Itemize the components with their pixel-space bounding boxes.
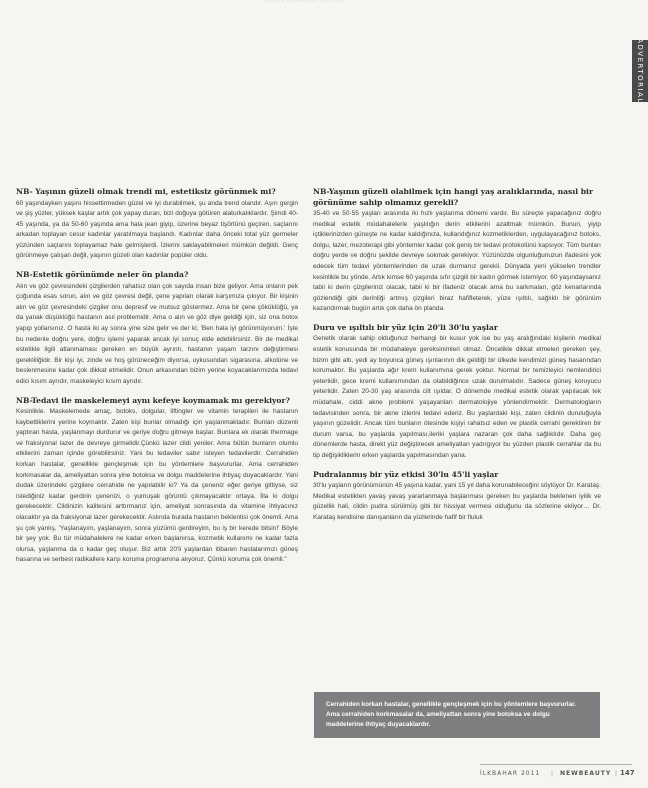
pull-quote-box (314, 692, 600, 738)
top-decoration: ~~~~~ ~~~~~~~~ ~~~~~~ (265, 0, 345, 5)
footer-separator: | (551, 770, 555, 777)
footer-magazine-name: NEWBEAUTY (560, 770, 612, 777)
article-section (16, 396, 298, 566)
article-section (16, 187, 298, 262)
section-heading: NB-Tedavi ile maskelemeyi aynı kefeye koymamak mı gerekiyor? (16, 395, 290, 405)
section-body: Alın ve göz çevresindeki çizgilerden rahatsız olan çok sayıda insan bize geliyor. Ama onların pek çoğunda esas sorun, alın ve göz çevresi değil, çene yapıları olarak karşımıza çıkıyor. Bir kişinin alın ve göz çevresindeki çizgiler onu depresif ve mutsuz göstermez. Ama bir çene çöküklüğü, ya da yanak düşüklüğü hastanın asıl problemidir. Ama o alın ve göz diye geldiği için, siz ona botox yapıp yollarsınız. O hasta iki ay sonra yine size gelir ve der ki; 'Ben hala iyi görünmüyorum.' İşte bu nedenle doğru yere, doğru işlemi yaparak ancak iyi sonuç elde edebilirsiniz. Bir de medikal estetikle ilgili atlanmaması gereken en büyük ayrıntı, hastanın yaşam tarzını değiştirmesi gerekliliğidir. Bir kişi iyi, zinde ve hoş görüneceğim diyorsa, uykusundan sigarasına, alkolüne ve beslenmesine kadar çok dikkat etmelidir. Onun arkasından bizim yerine koyacaklarımızda tedavi edici kısım ayrıdır, maskeleyici kısım ayrıdır. (16, 282, 298, 385)
section-heading: NB-Yaşının güzeli olabilmek için hangi yaş aralıklarında, nasıl bir görünüme sahip olmamız gerekli? (313, 187, 593, 207)
section-heading: Pudralanmış bir yüz etkisi 30'lu 45'li yaşlar (313, 469, 499, 479)
article-section (16, 270, 298, 387)
right-column (313, 187, 601, 523)
footer-divider (480, 764, 632, 765)
section-heading: Duru ve ışıltılı bir yüz için 20'li 30'lu yaşlar (313, 322, 498, 332)
pull-quote-text: Cerrahiden korkan hastalar, genellikle gençleşmek için bu yöntemlere başvururlar. Ama cerrahiden korkmasalar da, ameliyattan sonra yine botoksa ve dolgu maddelerine ihtiyaç duyacaklardır. (326, 701, 577, 728)
section-body: 35-40 ve 50-55 yaşları arasında iki hızlı yaşlanma dönemi vardır. Bu süreçte yapacağınız doğru medikal estetik müdahalelerle yaşlılığın derin etkilerini azaltmak mümkün. Bunun, yiyip içtiklerinizden güneşte ne kadar kaldığınıza, kullandığınız kozmetiklerden, uygulayacağınız botoks, dolgu, lazer, mezoterapi gibi yöntemler kadar çok geniş bir tedavi protokolünü kapsıyor. Tüm bunları doğru yerde ve doğru şekilde devreye sokmak gerekiyor. Yüzünüzde olgunluğunuzun ifadesini yok edecek tüm tedavi yöntemlerinden de uzak durmanız gerekli. Dünyada yeni yükselen trendler kesinlikle bu yönde. Artık kimse 60 yaşında sıfır çizgili bir kadın görmek istemiyor. 60 yaşındaysanız tabii ki derin çizgileriniz olacak, tabii ki bir ifadeniz olacak ama bu sarkmaları, göz kenarlarında gözlendiği gibi derinliği artmış çizgileri biraz hafifleterek, yüze ışıltılı, sağlıklı bir görünüm kazandırmak bugün artık çok daha ön planda. (313, 210, 601, 313)
article-section (313, 470, 601, 524)
section-heading: NB-Estetik görünümde neler ön planda? (16, 270, 189, 280)
footer-issue: İLKBAHAR 2011 (480, 770, 541, 777)
section-body: 60 yaşındayken yaşını hissettirmeden güzel ve iyi durabilmek, şu anda trend olandır. Aşırı gergin ve şiş yüzler, yüksek kaşlar artık çok yapay duran, bizi doğuya götüren alaturkalıklardır. Şimdi 40-45 yaşında, ya da 50-60 yaşında ama hala jean giyip, üzerine beyaz tişörtünü geçiren, saçlarını arkadan toplayan cesur kadınlar yaratılmaya başlandı. Kadınlar daha önceki total yüz germeler yüzünden saçlarını toplayamaz hale gelmişlerdi. İzlerini saklayabilmeleri mümkün değildi. Genç görünmeye çalışan değil, yaşının güzeli olan kadınlar popüler oldu. (16, 199, 298, 260)
section-body: Genetik olarak sahip olduğunuz herhangi bir kusur yok ise bu yaş aralığındaki kişilerin medikal estetik konusunda bir müdahaleye gereksinimleri olmaz. Öncelikle dikkat etmeleri gereken şey, bizim gibi altı, yedi ay boyunca güneş ışınlarının dik geldiği bir ülkede kendimizi güneş hasarından korumaktır. Bu yaşlarda ağır krem kullanımına gerek yoktur. Normal bir temizleyici nemlendirici yeterlidir, gece kremi kullanımından da olabildiğince uzak durulmalıdır. Sadece güneş koruyucu yeterlidir. Zaten 20-30 yaş arasında cilt ışıldar. O dönemde medikal estetik olarak yapılacak tek müdahale, ciddi akne problemi yaşayanları dermatolojiye yönlendirmektir. Dermatologların tedavisinden sonra, bir akne izlerini tedavi ederiz. Bu yaşlardaki kişi, zaten cildinin duruluğuyla yaşının güzelidir. Ancak tüm bunların ötesinde kişiyi rahatsız eden ve plastik cerrahi gerektiren bir durum varsa, bu yaşlarda yapılması,ileriki yaşlara nazaran çok daha sağlıklıdır. Daha geç dönemlerde hasta, direkt yüz değiştirecek ameliyatları yadırgıyor bu yüzden plastik cerrahlar da bu tip değişikliklerin erken yaşlarda yapılmasından yana. (313, 335, 601, 459)
section-body: 30'lu yaşların görünümünün 45 yaşına kadar, yani 15 yıl daha korunabileceğini söylüyor Dr. Karataş. Medikal estetikten yavaş yavaş yararlanmaya başlanması gereken bu yaşlarda beklenen iyilik ve güzellik hali, cildin pudra sürülmüş gibi bir hissiyat vermesi olduğunu da sözlerine ekliyor… Dr. Karataş kendisine danışanların da yüzlerinde hafif bir fluluk (313, 482, 601, 521)
footer-separator: | (615, 770, 619, 777)
advertorial-label: ADVERTORIAL (636, 38, 644, 104)
page-number: 147 (620, 769, 635, 777)
section-body: Kesinlikle. Maskelemede amaç, botoks, dolgular, liftingler ve vitamin terapileri ile hastanın kaybettiklerini yerine koymaktır. Zaten kişi bunlar olmadığı için yaşlanmaktadır. Bunları düzenli yaptıran hasta, yaşlanmayı durdurur ve geriye doğru gitmeye başlar. Bunlara ek olarak thermage ve fraksiyonal lazer de devreye girmelidir.Çünkü lazer cildi yeniler. Ama bütün bunların olumlu etkilerini zaman içinde görebilirsiniz. Yani bu tedaviler sabır isteyen tedavilerdir. Cerrahiden korkan hastalar, genellikle gençleşmek için bu yöntemlere başvururlar. Ama cerrahiden korkmasalar da, ameliyattan sonra yine botoksa ve dolgu maddelerine ihtiyaç duyacaklardır. Yani dudak üzerindeki çizgilere cerrahide ne yapılabilir ki? Ya da çeneniz eğer geriye gittiyse, siz istediğiniz kadar gerdirin çenenizi, o yumuşak görüntü çıkmayacaktır ortaya. İlla ki dolgu gerekecektir. Cildinizin kalitesini arttırmanız için, ameliyat sonrasında da vitamine ihtiyacınız olacaktır ya da fraksiyonal lazer gerekecektir. Aslında burada hastanın beklentisi çok önemli. Ama şu çok yanlış, 'Yaşlanayım, yaşlanayım, sonra yüzümü gerdireyim, bu iş bir kerede bitsin!' Böyle bir şey yok. Bu tür müdahalelere ne kadar erken başlanırsa, kozmetik kullanımı ne kadar fazla olursa, yaşlanma da o kadar geç oluşur. Biz artık 20'li yaşlardan itibaren hastalarımızı güneş hasarına ve serbest radikallere karşı koruma programına alıyoruz. Çünkü koruma çok önemli." (16, 408, 298, 564)
article-section (313, 187, 601, 315)
advertorial-tab (632, 40, 648, 102)
section-heading: NB- Yaşının güzeli olmak trendi mi, estetiksiz görünmek mi? (16, 187, 276, 196)
left-column (16, 187, 298, 566)
article-section (313, 323, 601, 462)
